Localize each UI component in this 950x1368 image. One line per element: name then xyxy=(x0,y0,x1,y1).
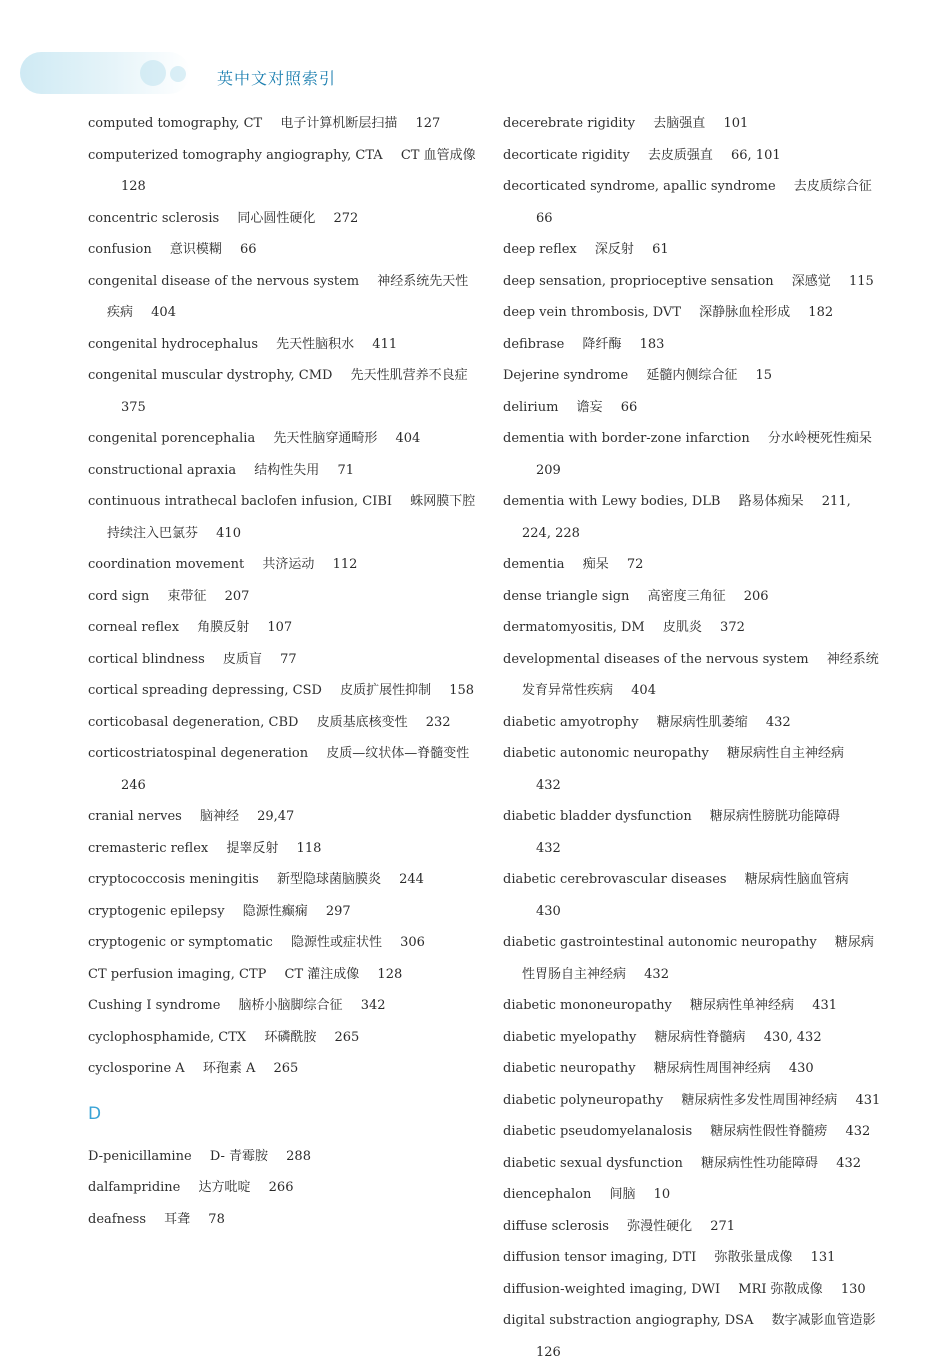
entry-chinese-term: 糖尿病性脊髓病 xyxy=(654,1029,746,1045)
index-entry xyxy=(88,1172,480,1204)
entry-chinese-term: 间脑 xyxy=(609,1187,636,1202)
entry-english-term: coordination movement xyxy=(88,557,245,572)
entry-english-term: concentric sclerosis xyxy=(88,210,220,226)
entry-page-number: 306 xyxy=(400,935,425,950)
index-entry xyxy=(503,738,881,801)
entry-english-term: cyclosporine A xyxy=(88,1061,185,1076)
entry-english-term: diabetic gastrointestinal autonomic neuropathy xyxy=(503,935,817,950)
index-entry xyxy=(503,1274,881,1306)
entry-chinese-term: 糖尿病性假性脊髓痨 xyxy=(710,1124,828,1139)
entry-page-number: 272 xyxy=(333,210,359,226)
entry-chinese-term: 环孢素 A xyxy=(202,1061,256,1076)
index-entry xyxy=(88,707,480,739)
entry-english-term: corticostriatospinal degeneration xyxy=(88,746,309,761)
index-entry xyxy=(503,1022,881,1054)
entry-chinese-term: 去脑强直 xyxy=(653,116,706,131)
index-entry xyxy=(503,1179,881,1211)
entry-english-term: diabetic bladder dysfunction xyxy=(503,809,692,824)
entry-page-number: 209 xyxy=(536,462,561,478)
entry-chinese-term: 同心圆性硬化 xyxy=(237,210,316,226)
entry-chinese-term: 意识模糊 xyxy=(169,242,222,257)
index-entry xyxy=(503,486,881,549)
index-entry xyxy=(503,707,881,739)
entry-chinese-term: 糖尿病性周围神经病 xyxy=(653,1061,771,1076)
entry-page-number: 411 xyxy=(372,336,398,352)
index-entry xyxy=(88,140,480,203)
entry-chinese-term: 先天性脑积水 xyxy=(276,336,355,352)
entry-english-term: computed tomography, CT xyxy=(88,116,263,131)
index-entry xyxy=(503,108,881,140)
index-entry xyxy=(503,864,881,927)
index-entry xyxy=(503,329,881,361)
entry-page-number: 66 xyxy=(620,399,638,415)
index-list-d-continued xyxy=(503,108,881,1368)
entry-english-term: dementia with border-zone infarction xyxy=(503,431,750,446)
index-entry xyxy=(503,1148,881,1180)
index-entry xyxy=(503,927,881,990)
entry-page-number: 115 xyxy=(848,273,874,289)
entry-page-number: 432 xyxy=(765,714,791,730)
entry-english-term: Cushing Ⅰ syndrome xyxy=(88,998,221,1013)
entry-english-term: deep vein thrombosis, DVT xyxy=(503,305,681,320)
entry-english-term: cremasteric reflex xyxy=(88,840,209,856)
entry-chinese-term: 痴呆 xyxy=(582,557,609,572)
index-entry xyxy=(88,675,480,707)
entry-english-term: diabetic polyneuropathy xyxy=(503,1092,664,1108)
index-column-left xyxy=(88,108,480,1235)
entry-page-number: 432 xyxy=(644,966,669,982)
index-entry xyxy=(88,990,480,1022)
index-entry xyxy=(503,171,881,234)
index-entry xyxy=(88,455,480,487)
index-entry xyxy=(88,234,480,266)
entry-chinese-term: 糖尿病性脑血管病 xyxy=(744,872,849,887)
entry-page-number: 375 xyxy=(121,399,146,415)
index-entry xyxy=(88,1022,480,1054)
entry-chinese-term: 提睾反射 xyxy=(226,840,279,856)
entry-english-term: diabetic mononeuropathy xyxy=(503,998,672,1013)
entry-chinese-term: 弥漫性硬化 xyxy=(627,1218,693,1234)
entry-chinese-term: 耳聋 xyxy=(164,1211,191,1227)
entry-page-number: 66, 101 xyxy=(731,147,781,163)
section-letter-d: D xyxy=(88,1103,102,1124)
entry-english-term: congenital disease of the nervous system xyxy=(88,273,360,289)
entry-english-term: digital substraction angiography, DSA xyxy=(503,1313,754,1328)
index-entry xyxy=(503,990,881,1022)
entry-page-number: 211, 224, 228 xyxy=(522,494,851,541)
entry-chinese-term: 脑桥小脑脚综合征 xyxy=(238,998,343,1013)
entry-page-number: 29,47 xyxy=(257,809,295,824)
entry-english-term: diffusion-weighted imaging, DWI xyxy=(503,1281,721,1297)
index-entry xyxy=(88,959,480,991)
entry-chinese-term: 糖尿病性胃肠自主神经病 xyxy=(522,935,874,982)
entry-chinese-term: 糖尿病性性功能障碍 xyxy=(701,1155,819,1171)
index-entry xyxy=(88,1141,480,1173)
index-entry xyxy=(88,423,480,455)
entry-page-number: 297 xyxy=(325,903,351,919)
entry-english-term: CT perfusion imaging, CTP xyxy=(88,966,267,982)
entry-page-number: 271 xyxy=(710,1218,736,1234)
entry-chinese-term: 隐源性癫痫 xyxy=(242,903,308,919)
entry-page-number: 246 xyxy=(121,777,146,793)
entry-english-term: corticobasal degeneration, CBD xyxy=(88,714,299,730)
entry-chinese-term: 神经系统发育异常性疾病 xyxy=(522,651,879,698)
entry-page-number: 61 xyxy=(652,242,669,257)
entry-english-term: dalfampridine xyxy=(88,1180,181,1195)
index-entry xyxy=(88,1053,480,1085)
entry-page-number: 432 xyxy=(845,1124,871,1139)
entry-page-number: 126 xyxy=(536,1344,561,1360)
index-entry xyxy=(503,612,881,644)
entry-chinese-term: MRI 弥散成像 xyxy=(738,1281,823,1297)
entry-chinese-term: 皮质—纹状体—脊髓变性 xyxy=(326,746,470,761)
entry-chinese-term: 谵妄 xyxy=(576,399,603,415)
entry-chinese-term: CT 血管成像 xyxy=(400,147,476,163)
index-entry xyxy=(88,612,480,644)
page-title: 英中文对照索引 xyxy=(217,69,337,88)
decor-bubble xyxy=(170,66,186,82)
index-entry xyxy=(88,927,480,959)
entry-english-term: congenital muscular dystrophy, CMD xyxy=(88,368,333,383)
entry-page-number: 182 xyxy=(808,305,834,320)
entry-chinese-term: 深反射 xyxy=(594,242,634,257)
entry-page-number: 244 xyxy=(399,872,424,887)
index-entry xyxy=(88,738,480,801)
index-entry xyxy=(503,423,881,486)
index-entry xyxy=(88,644,480,676)
index-entry xyxy=(503,1116,881,1148)
entry-english-term: cortical blindness xyxy=(88,651,205,667)
entry-english-term: cortical spreading depressing, CSD xyxy=(88,683,322,698)
entry-page-number: 430 xyxy=(536,903,561,919)
entry-chinese-term: 路易体痴呆 xyxy=(738,494,804,509)
entry-chinese-term: CT 灌注成像 xyxy=(284,966,360,982)
index-entry xyxy=(503,1305,881,1368)
entry-chinese-term: 弥散张量成像 xyxy=(714,1250,793,1265)
entry-chinese-term: 高密度三角征 xyxy=(647,588,726,604)
index-entry xyxy=(88,801,480,833)
entry-english-term: diabetic autonomic neuropathy xyxy=(503,746,709,761)
entry-english-term: constructional apraxia xyxy=(88,462,237,478)
entry-english-term: D-penicillamine xyxy=(88,1148,192,1164)
entry-english-term: decorticated syndrome, apallic syndrome xyxy=(503,179,776,194)
entry-page-number: 66 xyxy=(240,242,257,257)
entry-chinese-term: 共济运动 xyxy=(262,557,315,572)
index-entry xyxy=(88,329,480,361)
index-entry xyxy=(88,581,480,613)
entry-page-number: 232 xyxy=(425,714,451,730)
index-entry xyxy=(88,486,480,549)
entry-page-number: 288 xyxy=(286,1148,311,1164)
entry-english-term: cryptogenic epilepsy xyxy=(88,903,225,919)
entry-english-term: congenital hydrocephalus xyxy=(88,336,258,352)
entry-page-number: 10 xyxy=(653,1187,671,1202)
entry-page-number: 130 xyxy=(840,1281,866,1297)
index-entry xyxy=(503,1211,881,1243)
entry-english-term: cryptococcosis meningitis xyxy=(88,872,259,887)
entry-page-number: 410 xyxy=(216,525,241,541)
entry-english-term: diabetic sexual dysfunction xyxy=(503,1155,683,1171)
entry-page-number: 72 xyxy=(626,557,644,572)
index-entry xyxy=(503,801,881,864)
entry-page-number: 158 xyxy=(449,683,475,698)
entry-english-term: diabetic pseudomyelanalosis xyxy=(503,1124,693,1139)
index-entry xyxy=(503,1242,881,1274)
entry-page-number: 183 xyxy=(639,336,665,352)
entry-english-term: dense triangle sign xyxy=(503,588,630,604)
entry-chinese-term: 皮质扩展性抑制 xyxy=(340,683,432,698)
entry-english-term: diabetic myelopathy xyxy=(503,1029,637,1045)
entry-chinese-term: 皮质基底核变性 xyxy=(316,714,408,730)
index-list-d xyxy=(88,1141,480,1236)
decor-bubble xyxy=(140,60,166,86)
entry-english-term: deafness xyxy=(88,1211,146,1227)
index-entry xyxy=(88,108,480,140)
entry-english-term: dementia xyxy=(503,557,565,572)
index-entry xyxy=(88,896,480,928)
entry-english-term: diabetic amyotrophy xyxy=(503,714,639,730)
index-entry xyxy=(503,1085,881,1117)
entry-english-term: computerized tomography angiography, CTA xyxy=(88,147,383,163)
entry-english-term: decorticate rigidity xyxy=(503,147,630,163)
entry-english-term: cyclophosphamide, CTX xyxy=(88,1029,247,1045)
entry-english-term: Dejerine syndrome xyxy=(503,368,629,383)
entry-english-term: dementia with Lewy bodies, DLB xyxy=(503,494,721,509)
entry-page-number: 372 xyxy=(720,620,745,635)
index-entry xyxy=(503,266,881,298)
entry-english-term: congenital porencephalia xyxy=(88,431,256,446)
entry-english-term: deep reflex xyxy=(503,242,577,257)
entry-chinese-term: 降纤酶 xyxy=(582,336,622,352)
entry-page-number: 206 xyxy=(743,588,769,604)
index-entry xyxy=(88,1204,480,1236)
entry-chinese-term: 先天性肌营养不良症 xyxy=(350,368,468,383)
index-entry xyxy=(503,1053,881,1085)
entry-english-term: decerebrate rigidity xyxy=(503,116,636,131)
entry-chinese-term: 结构性失用 xyxy=(254,462,320,478)
entry-english-term: diabetic cerebrovascular diseases xyxy=(503,872,727,887)
entry-page-number: 15 xyxy=(755,368,773,383)
entry-page-number: 112 xyxy=(332,557,358,572)
index-entry xyxy=(88,203,480,235)
entry-page-number: 432 xyxy=(536,840,561,856)
entry-page-number: 128 xyxy=(377,966,403,982)
entry-page-number: 430, 432 xyxy=(763,1029,822,1045)
entry-page-number: 404 xyxy=(631,683,656,698)
entry-page-number: 265 xyxy=(273,1061,299,1076)
entry-chinese-term: 深感觉 xyxy=(791,273,831,289)
index-entry xyxy=(88,864,480,896)
entry-page-number: 432 xyxy=(836,1155,862,1171)
entry-page-number: 404 xyxy=(151,305,176,320)
entry-chinese-term: 蛛网膜下腔持续注入巴氯芬 xyxy=(107,494,476,541)
index-entry xyxy=(503,234,881,266)
entry-page-number: 107 xyxy=(267,620,293,635)
entry-page-number: 77 xyxy=(280,651,297,667)
entry-page-number: 207 xyxy=(224,588,250,604)
entry-chinese-term: 电子计算机断层扫描 xyxy=(280,116,398,131)
entry-chinese-term: 达方吡啶 xyxy=(198,1180,251,1195)
entry-page-number: 266 xyxy=(268,1180,294,1195)
entry-chinese-term: 糖尿病性自主神经病 xyxy=(726,746,844,761)
entry-page-number: 101 xyxy=(723,116,749,131)
entry-english-term: dermatomyositis, DM xyxy=(503,620,645,635)
entry-english-term: deep sensation, proprioceptive sensation xyxy=(503,273,774,289)
entry-english-term: delirium xyxy=(503,399,559,415)
entry-english-term: defibrase xyxy=(503,336,565,352)
entry-chinese-term: 脑神经 xyxy=(199,809,239,824)
header-decoration xyxy=(20,52,190,94)
index-entry xyxy=(88,360,480,423)
entry-page-number: 78 xyxy=(208,1211,225,1227)
entry-chinese-term: 隐源性或症状性 xyxy=(290,935,382,950)
entry-chinese-term: 深静脉血栓形成 xyxy=(699,305,791,320)
entry-english-term: cryptogenic or symptomatic xyxy=(88,935,273,950)
index-column-right xyxy=(503,108,881,1368)
entry-chinese-term: 去皮质强直 xyxy=(647,147,713,163)
entry-page-number: 66 xyxy=(536,210,553,226)
entry-english-term: corneal reflex xyxy=(88,620,180,635)
entry-page-number: 431 xyxy=(812,998,838,1013)
entry-page-number: 431 xyxy=(855,1092,881,1108)
entry-chinese-term: 神经系统先天性疾病 xyxy=(107,273,469,320)
entry-english-term: diabetic neuropathy xyxy=(503,1061,636,1076)
entry-chinese-term: 延髓内侧综合征 xyxy=(646,368,738,383)
index-entry xyxy=(88,833,480,865)
entry-page-number: 430 xyxy=(788,1061,814,1076)
index-entry xyxy=(503,360,881,392)
index-entry xyxy=(503,644,881,707)
entry-english-term: diencephalon xyxy=(503,1187,592,1202)
entry-chinese-term: 皮质盲 xyxy=(222,651,262,667)
entry-page-number: 342 xyxy=(360,998,386,1013)
entry-page-number: 118 xyxy=(296,840,322,856)
entry-page-number: 432 xyxy=(536,777,561,793)
entry-english-term: diffusion tensor imaging, DTI xyxy=(503,1250,697,1265)
index-entry xyxy=(503,549,881,581)
entry-english-term: developmental diseases of the nervous system xyxy=(503,651,809,667)
entry-chinese-term: 分水岭梗死性痴呆 xyxy=(767,431,872,446)
index-entry xyxy=(503,297,881,329)
entry-english-term: continuous intrathecal baclofen infusion, CIBI xyxy=(88,494,393,509)
entry-chinese-term: 新型隐球菌脑膜炎 xyxy=(276,872,381,887)
index-entry xyxy=(503,140,881,172)
entry-chinese-term: 皮肌炎 xyxy=(662,620,702,635)
entry-page-number: 265 xyxy=(334,1029,360,1045)
entry-page-number: 131 xyxy=(810,1250,836,1265)
entry-chinese-term: 糖尿病性肌萎缩 xyxy=(656,714,748,730)
index-entry xyxy=(88,266,480,329)
entry-chinese-term: 糖尿病性单神经病 xyxy=(690,998,795,1013)
entry-chinese-term: 去皮质综合征 xyxy=(793,179,872,194)
entry-chinese-term: 束带征 xyxy=(167,588,207,604)
index-entry xyxy=(503,581,881,613)
entry-english-term: cranial nerves xyxy=(88,809,182,824)
entry-english-term: confusion xyxy=(88,242,152,257)
entry-chinese-term: 糖尿病性多发性周围神经病 xyxy=(681,1092,838,1108)
entry-chinese-term: 先天性脑穿通畸形 xyxy=(273,431,378,446)
entry-chinese-term: 环磷酰胺 xyxy=(264,1029,317,1045)
entry-english-term: cord sign xyxy=(88,588,150,604)
entry-english-term: diffuse sclerosis xyxy=(503,1218,609,1234)
index-list-c xyxy=(88,108,480,1085)
entry-page-number: 128 xyxy=(121,179,146,194)
entry-page-number: 404 xyxy=(395,431,421,446)
entry-chinese-term: 角膜反射 xyxy=(197,620,250,635)
entry-page-number: 71 xyxy=(337,462,354,478)
entry-chinese-term: 数字减影血管造影 xyxy=(771,1313,876,1328)
entry-chinese-term: D- 青霉胺 xyxy=(209,1148,269,1164)
index-entry xyxy=(88,549,480,581)
index-entry xyxy=(503,392,881,424)
entry-chinese-term: 糖尿病性膀胱功能障碍 xyxy=(709,809,840,824)
entry-page-number: 127 xyxy=(415,116,441,131)
